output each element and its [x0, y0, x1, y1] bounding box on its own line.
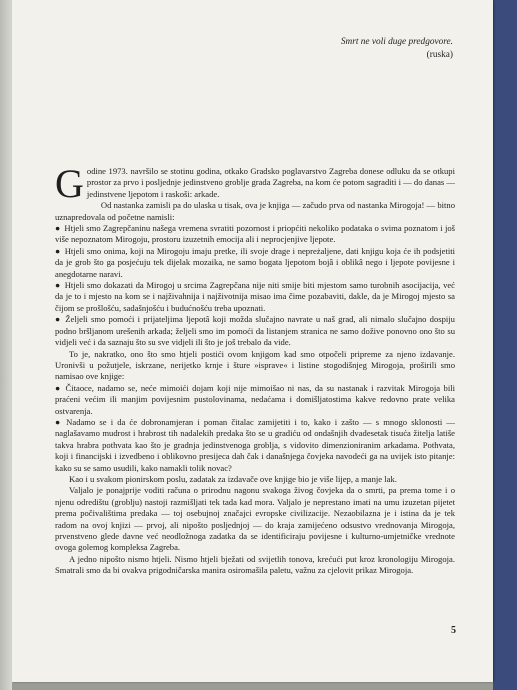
bullet-icon: ● — [55, 223, 61, 234]
bullet-paragraph: ● Htjeli smo onima, koji na Mirogoju imaju pretke, ili svoje drage i nepreżaljene, dati knjigu koja će ih podsjetiti da je grob što ga posjećuju tek dijelak mozaika, ne samo bogata ljepotom bojâ i oblikâ nego i ljepote povijesne i anegdotarne naravi. — [55, 245, 455, 279]
paragraph: Valjalo je ponajprije voditi računa o prirodnu nagonu svakoga živog čovjeka da o smrti, pa prema tome i o njenu odredištu (groblju) nastoji razmišljati tek tada kad mora. Valjalo je neprestano imati na umu izuzetan pijetet prema počivalištima predaka — toj osebujnoj značajci evropske civilizacije. Nezaobilazna je i istina da je tek radom na ovoj knjizi — prvoj, ali nipošto posljednjoj — do kraja zamijećeno odsustvo vrednovanja Mirogoja, prvenstveno glede davne već neodložnoga zadatka da se identificiraju povijesne i kulturno-umjetničke vrednote ovoga golemog kompleksa Zagreba. — [55, 485, 455, 553]
bullet-icon: ● — [55, 245, 61, 256]
bullet-icon: ● — [55, 314, 62, 325]
book-spine-edge — [0, 0, 12, 690]
bullet-paragraph: ● Nadamo se i da će dobronamjeran i poman čitalac zamijetiti i to, kako i zašto — s mnogo sklonosti — naglašavamo mudrost i hrabrost tih nadalekih predaka što se u gradiću od ondašnjih dvadesetak tisuća žitelja latiše takva hrabra pothvata kao što je gradnja jedinstvenoga groblja, s vidovito dimenzioniranim arkadama. Pothvata, koji i financijski i izvedbeno i oblikovno presijeca dah čak i današnjega čovjeka navodeći ga na uvijek isto pitanje: kako su se samo usudili, kako namakli tolik novac? — [55, 416, 455, 473]
drop-cap: G — [55, 161, 84, 206]
bullet-icon: ● — [55, 416, 63, 427]
page-bottom-edge — [12, 682, 493, 690]
paragraph: To je, nakratko, ono što smo htjeli postići ovom knjigom kad smo otpočeli pripreme za njeno izdavanje. Uronivši u požutjele, iskrzane, nerijetko krnje i šture »isprave« i listine stogodišnjeg Mirogoja, proširili smo namisao ove knjige: — [55, 348, 455, 382]
body-text — [55, 161, 455, 577]
paragraph-2: Od nastanka zamisli pa do ulaska u tisak, ova je knjiga — začudo prva od nastanka Mirogoja! — bitno uznapredovala od početne namisli: — [55, 200, 455, 222]
bullet-paragraph: ● Čitaoce, nadamo se, neće mimoići dojam koji nije mimoišao ni nas, da su nastanak i razvitak Mirogoja bili praćeni većim ili manjim povijesnim pustolovinama, nedaćama i domišljatostima kakve redovno prate velika ostvarenja. — [55, 382, 455, 416]
bullet-icon: ● — [55, 280, 61, 291]
bullet-icon: ● — [55, 382, 62, 393]
bullet-paragraph: ● Htjeli smo dokazati da Mirogoj u srcima Zagrepčana nije niti smije biti mjestom samo turobnih asocijacija, već da je to i mjesto na kom se i najživahnija i najživotnija misao ima čime pozabaviti, dakle, da je Mirogoj mjesto sa čijom se prošlošću, sadašnjošću i budućnošću treba upoznati. — [55, 280, 455, 313]
epigraph-quote: Smrt ne voli duge predgovore. — [340, 37, 453, 47]
epigraph-source: (ruska) — [426, 50, 453, 60]
paragraph: Kao i u svakom pionirskom poslu, zadatak za izdavače ove knjige bio je više lijep, a manje lak. — [69, 473, 397, 484]
paragraph: A jedno nipošto nismo htjeli. Nismo htjeli bježati od svijetlih tonova, krećući put kroz kronologiju Mirogoja. Smatrali smo da bi ovakva prigodničarska manira osiromašila paletu, važnu za cjelovit prikaz Mirogoja. — [55, 553, 455, 576]
page-number: 5 — [451, 625, 456, 636]
book-page — [12, 0, 493, 682]
bullet-paragraph: ● Htjeli smo Zagrepčaninu našega vremena svratiti pozornost i priopćiti nekoliko podataka o svima poznatom i još više nepoznatom Mirogoju, prostoru izuzetnih emocija ali i neprocjenjive ljepote. — [55, 223, 455, 245]
bullet-paragraph: ● Željeli smo pomoći i prijateljima ljepotâ koji možda slučajno navrate u naš grad, ali nimalo slučajno dospiju podno bršljanom urešenih arkada; željeli smo im pomoći da listanjem stranica ne samo dožive ponovno ono što su vidjeli već i da saznaju što su sve vidjeli ili što je još trebalo da vide. — [55, 314, 455, 348]
epigraph — [193, 36, 453, 62]
paragraph-1: Godine 1973. navršilo se stotinu godina, otkako Gradsko poglavarstvo Zagreba donese odluku da se otkupi prostor za prvo i posljednje jedinstveno groblje grada Zagreba, na kom će potom sagraditi i — do danas — jedinstvene ljepotom i raskoši: arkade. — [55, 161, 455, 206]
